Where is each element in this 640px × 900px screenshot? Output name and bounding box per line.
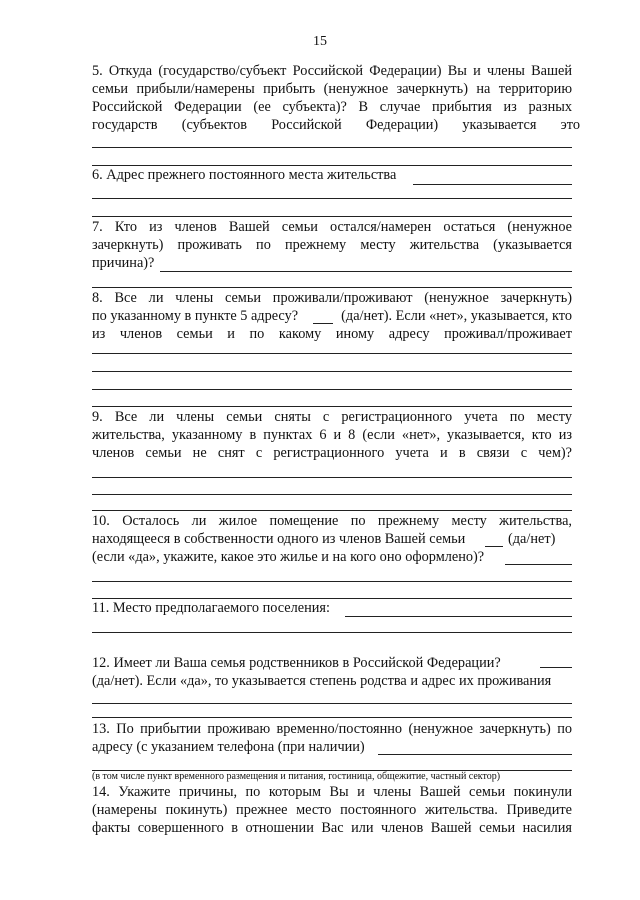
- q11-answer-line-2[interactable]: [92, 632, 572, 633]
- q13-answer-line-1[interactable]: [378, 754, 572, 755]
- q10-line-1: 10. Осталось ли жилое помещение по прежнему месту жительства,: [92, 513, 572, 529]
- q10-line-3: (если «да», укажите, какое это жилье и на кого оно оформлено)?: [92, 549, 485, 565]
- q13-line-1: 13. По прибытии проживаю временно/постоянно (ненужное зачеркнуть) по: [92, 721, 572, 737]
- q9-line-2: жительства, указанному в пунктах 6 и 8 (если «нет», указывается, кто из: [92, 427, 572, 443]
- q10-line-2b: (да/нет): [508, 531, 556, 547]
- q9-line-3: членов семьи не снят с регистрационного учета и в связи с чем)?: [92, 445, 572, 461]
- q10-answer-line-1[interactable]: [505, 564, 572, 565]
- q6-answer-line-1[interactable]: [413, 184, 572, 185]
- q6-answer-line-3[interactable]: [92, 216, 572, 217]
- q7-line-2: зачеркнуть) проживать по прежнему месту жительства (указывается: [92, 237, 572, 253]
- q6-line-1: 6. Адрес прежнего постоянного места жительства: [92, 167, 397, 183]
- q12-answer-line-2[interactable]: [92, 717, 572, 718]
- q8-answer-line-4[interactable]: [92, 406, 572, 407]
- q8-line-1: 8. Все ли члены семьи проживали/проживают (ненужное зачеркнуть): [92, 290, 572, 306]
- q8-line-2b: (да/нет). Если «нет», указывается, кто: [341, 308, 572, 324]
- q14-line-1: 14. Укажите причины, по которым Вы и члены Вашей семьи покинули: [92, 784, 572, 800]
- q8-answer-line-1[interactable]: [92, 353, 572, 354]
- q8-answer-line-2[interactable]: [92, 371, 572, 372]
- q7-answer-line-1[interactable]: [160, 271, 572, 272]
- q7-line-3: причина)?: [92, 255, 155, 271]
- page-number: 15: [313, 34, 327, 49]
- q6-answer-line-2[interactable]: [92, 198, 572, 199]
- q9-answer-line-1[interactable]: [92, 477, 572, 478]
- q12-line-2: (да/нет). Если «да», то указывается степень родства и адрес их проживания: [92, 673, 552, 689]
- q13-line-2: адресу (с указанием телефона (при наличии): [92, 739, 365, 755]
- q14-line-3: факты совершенного в отношении Вас или членов Вашей семьи насилия: [92, 820, 572, 836]
- q7-line-1: 7. Кто из членов Вашей семьи остался/намерен остаться (ненужное: [92, 219, 572, 235]
- q12-answer-line-1[interactable]: [92, 703, 572, 704]
- q5-line-2: семьи прибыли/намерены прибыть (ненужное зачеркнуть) на территорию: [92, 81, 572, 97]
- q9-answer-line-3[interactable]: [92, 510, 572, 511]
- q10-line-2a: находящееся в собственности одного из членов Вашей семьи: [92, 531, 466, 547]
- q8-line-3: из членов семьи и по какому иному адресу проживал/проживает: [92, 326, 572, 342]
- q11-line-1: 11. Место предполагаемого поселения:: [92, 600, 330, 616]
- q10-answer-line-2[interactable]: [92, 581, 572, 582]
- q9-answer-line-2[interactable]: [92, 494, 572, 495]
- q12-line-1: 12. Имеет ли Ваша семья родственников в Российской Федерации?: [92, 655, 501, 671]
- q5-answer-line-1[interactable]: [92, 147, 572, 148]
- q11-answer-line-1[interactable]: [345, 616, 572, 617]
- q8-yes-no-field[interactable]: [313, 323, 333, 324]
- q5-line-4: государств (субъектов Российской Федерации) указывается это: [92, 117, 580, 133]
- q5-line-1: 5. Откуда (государство/субъект Российской Федерации) Вы и члены Вашей: [92, 63, 572, 79]
- q7-answer-line-2[interactable]: [92, 287, 572, 288]
- q8-answer-line-3[interactable]: [92, 389, 572, 390]
- q8-line-2a: по указанному в пункте 5 адресу?: [92, 308, 299, 324]
- q12-yes-no-field[interactable]: [540, 667, 572, 668]
- q9-line-1: 9. Все ли члены семьи сняты с регистрационного учета по месту: [92, 409, 572, 425]
- q14-line-2: (намерены покинуть) прежнее место постоянного жительства. Приведите: [92, 802, 572, 818]
- q5-line-3: Российской Федерации (ее субъекта)? В случае прибытия из разных: [92, 99, 572, 115]
- q13-note: (в том числе пункт временного размещения и питания, гостиница, общежитие, частный сектор): [92, 771, 501, 782]
- q10-yes-no-field[interactable]: [485, 546, 503, 547]
